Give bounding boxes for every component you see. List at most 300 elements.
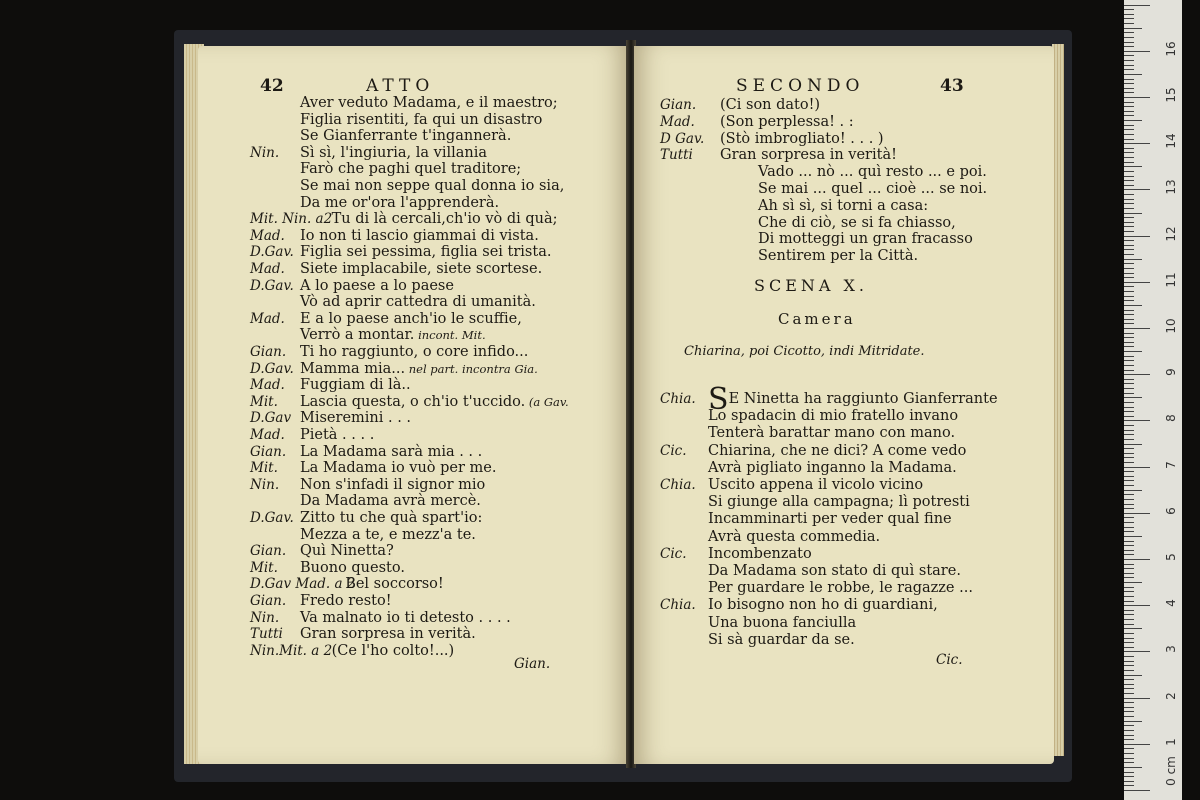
ruler-tick xyxy=(1124,730,1134,731)
ruler-tick xyxy=(1124,494,1134,495)
ruler-tick xyxy=(1124,328,1150,329)
speaker-label: D.Gav. xyxy=(250,277,294,294)
verse-line: Ti ho raggiunto, o core infido... xyxy=(300,344,529,360)
ruler-tick xyxy=(1124,725,1134,726)
verse-line: Zitto tu che quà spart'io: xyxy=(300,510,483,526)
verse-line xyxy=(708,528,880,546)
ruler-tick xyxy=(1124,203,1134,204)
ruler-tick xyxy=(1124,744,1150,745)
verse-text: Da Madama son stato di quì stare. xyxy=(708,563,961,579)
ruler-tick xyxy=(1124,508,1134,509)
ruler-tick xyxy=(1124,129,1134,130)
ruler-tick xyxy=(1124,55,1134,56)
ruler-tick xyxy=(1124,286,1134,287)
ruler-tick xyxy=(1124,300,1134,301)
ruler-tick xyxy=(1124,370,1134,371)
ruler-tick xyxy=(1124,134,1134,135)
ruler-tick xyxy=(1124,222,1134,223)
ruler-tick xyxy=(1124,642,1134,643)
verse-line: Sentirem per la Città. xyxy=(758,248,919,265)
ruler-tick xyxy=(1124,37,1134,38)
ruler-tick xyxy=(1124,393,1134,394)
speaker-label: Mit. Nin. a2 xyxy=(250,211,333,228)
ruler-label: 14 xyxy=(1164,133,1178,149)
ruler-tick xyxy=(1124,536,1142,537)
ruler-tick xyxy=(1124,374,1150,375)
ruler-tick xyxy=(1124,767,1142,768)
ruler-tick xyxy=(1124,457,1134,458)
ruler-tick xyxy=(1124,148,1134,149)
ruler-tick xyxy=(1124,263,1134,264)
verse-line: Quì Ninetta? xyxy=(300,543,394,560)
drop-cap: S xyxy=(708,382,729,417)
ruler-tick xyxy=(1124,83,1134,84)
ruler-tick xyxy=(1124,333,1134,334)
ruler-tick xyxy=(1124,337,1134,338)
verse-line: Buono questo. xyxy=(300,559,405,576)
ruler-tick xyxy=(1124,522,1134,523)
verse-line xyxy=(708,459,957,477)
ruler-label: 2 xyxy=(1164,691,1178,700)
ruler-tick xyxy=(1124,208,1134,209)
verse-line: Ah sì sì, si torni a casa: xyxy=(758,197,929,214)
speaker-label: Nin.Mit. a 2 xyxy=(250,642,333,659)
ruler-tick xyxy=(1124,296,1134,297)
ruler-tick xyxy=(1124,480,1134,481)
ruler-tick xyxy=(1124,277,1134,278)
ruler-tick xyxy=(1124,282,1150,283)
right-page xyxy=(634,46,1054,764)
ruler-tick xyxy=(1124,675,1142,676)
ruler-tick xyxy=(1124,610,1134,611)
verse-text: E Ninetta ha raggiunto Gianferrante xyxy=(728,391,998,407)
ruler-tick xyxy=(1124,453,1134,454)
speaker-label: Mit. xyxy=(250,460,278,477)
ruler-tick xyxy=(1124,125,1134,126)
verse-line: Pietà . . . . xyxy=(300,427,375,443)
verse-line xyxy=(708,407,958,425)
ruler-label: 6 xyxy=(1164,506,1178,515)
speaker-label: Nin. xyxy=(250,609,280,626)
stage-direction: incont. Mit. xyxy=(414,328,486,343)
ruler-tick xyxy=(1124,199,1134,200)
ruler-tick xyxy=(1124,379,1134,380)
ruler-tick xyxy=(1124,420,1150,421)
verse-line: Che di ciò, se si fa chiasso, xyxy=(758,214,956,231)
verse-line xyxy=(708,596,938,614)
ruler-tick xyxy=(1124,106,1134,107)
verse-line: Figlia sei pessima, figlia sei trista. xyxy=(300,244,552,261)
ruler-tick xyxy=(1124,259,1142,260)
verse-line: Mamma mia... nel part. incontra Gia. xyxy=(300,360,538,377)
verse-line xyxy=(708,631,855,649)
ruler-tick xyxy=(1124,139,1134,140)
ruler-tick xyxy=(1124,92,1134,93)
ruler-tick xyxy=(1124,383,1134,384)
verse-text: Tenterà barattar mano con mano. xyxy=(708,425,956,442)
verse-text: Incamminarti per veder qual fine xyxy=(708,511,952,528)
ruler-label: 12 xyxy=(1164,225,1178,242)
ruler-tick xyxy=(1124,319,1134,320)
verse-line: Fuggiam di là.. xyxy=(300,377,411,394)
ruler-tick xyxy=(1124,790,1150,791)
ruler-tick xyxy=(1124,14,1134,15)
ruler-tick xyxy=(1124,171,1134,172)
verse-line: Verrò a montar. incont. Mit. xyxy=(300,327,486,344)
ruler-tick xyxy=(1124,591,1134,592)
ruler-tick xyxy=(1124,249,1134,250)
ruler-tick xyxy=(1124,735,1134,736)
verse-text: Incombenzato xyxy=(708,545,812,562)
ruler-tick xyxy=(1124,79,1134,80)
verse-line: Aver veduto Madama, e il maestro; xyxy=(300,95,558,111)
verse-text: Per guardare le robbe, le ragazze ... xyxy=(708,580,973,597)
ruler-tick xyxy=(1124,425,1134,426)
ruler-tick xyxy=(1124,605,1150,606)
ruler-tick xyxy=(1124,365,1134,366)
ruler-tick xyxy=(1124,628,1142,629)
verse-line: La Madama sarà mia . . . xyxy=(300,443,483,460)
ruler-tick xyxy=(1124,5,1150,6)
ruler-tick xyxy=(1124,273,1134,274)
speaker-label: Gian. xyxy=(250,443,287,460)
ruler-label: 5 xyxy=(1164,553,1178,561)
ruler-tick xyxy=(1124,411,1134,412)
verse-text: Io bisogno non ho di guardiani, xyxy=(708,597,938,614)
ruler-tick xyxy=(1124,51,1150,52)
ruler-label: 0 cm xyxy=(1164,756,1178,786)
verse-line: Da Madama avrà mercè. xyxy=(300,493,481,510)
ruler-tick xyxy=(1124,351,1142,352)
ruler-tick xyxy=(1124,476,1134,477)
ruler-tick xyxy=(1124,661,1134,662)
page-number-left: 42 xyxy=(260,76,284,96)
ruler-tick xyxy=(1124,217,1134,218)
ruler-tick xyxy=(1124,499,1134,500)
ruler-label: 15 xyxy=(1164,87,1178,103)
verse-line: (Son perplessa! . : xyxy=(720,113,854,130)
ruler-tick xyxy=(1124,416,1134,417)
speaker-label: Chia. xyxy=(660,391,696,407)
verse-line: Tu di là cercali,ch'io vò di quà; xyxy=(331,211,558,228)
ruler-tick xyxy=(1124,226,1134,227)
ruler-tick xyxy=(1124,517,1134,518)
speaker-label: Tutti xyxy=(250,626,283,643)
scene-title: SCENA X. xyxy=(754,276,868,295)
speaker-label: D.Gav Mad. a 2 xyxy=(250,576,356,593)
speaker-label: Gian. xyxy=(660,97,697,113)
verse-text: Uscito appena il vicolo vicino xyxy=(708,477,924,493)
speaker-label: D.Gav. xyxy=(250,360,294,377)
ruler-tick xyxy=(1124,582,1142,583)
ruler-tick xyxy=(1124,651,1150,652)
ruler-tick xyxy=(1124,434,1134,435)
ruler-tick xyxy=(1124,485,1134,486)
ruler-tick xyxy=(1124,407,1134,408)
ruler-tick xyxy=(1124,162,1134,163)
ruler-tick xyxy=(1124,490,1142,491)
speaker-label: Nin. xyxy=(250,476,280,493)
ruler-tick xyxy=(1124,342,1134,343)
ruler-tick xyxy=(1124,231,1134,232)
ruler-tick xyxy=(1124,115,1134,116)
ruler-tick xyxy=(1124,102,1134,103)
verse-text: Chiarina, che ne dici? A come vedo xyxy=(708,442,967,459)
ruler-tick xyxy=(1124,120,1142,121)
ruler-label: 4 xyxy=(1164,599,1178,608)
ruler-tick xyxy=(1124,42,1134,43)
verse-line xyxy=(708,424,955,442)
speaker-label: D Gav. xyxy=(660,130,705,147)
verse-line: A lo paese a lo paese xyxy=(300,277,454,294)
ruler-tick xyxy=(1124,545,1134,546)
ruler-tick xyxy=(1124,527,1134,528)
verse-line: Se Gianferrante t'ingannerà. xyxy=(300,128,512,145)
ruler-tick xyxy=(1124,624,1134,625)
verse-line: Figlia risentiti, fa qui un disastro xyxy=(300,111,543,128)
ruler-tick xyxy=(1124,762,1134,763)
ruler-tick xyxy=(1124,356,1134,357)
verse-line: Gran sorpresa in verità! xyxy=(720,147,897,164)
ruler-tick xyxy=(1124,189,1150,190)
ruler-tick xyxy=(1124,74,1142,75)
ruler-label: 9 xyxy=(1164,368,1178,377)
speaker-label: D.Gav xyxy=(250,410,292,427)
ruler-tick xyxy=(1124,559,1150,560)
ruler-tick xyxy=(1124,69,1134,70)
ruler-tick xyxy=(1124,157,1134,158)
ruler-tick xyxy=(1124,601,1134,602)
ruler-tick xyxy=(1124,240,1134,241)
ruler-label: 13 xyxy=(1164,179,1178,196)
speaker-label: Mad. xyxy=(250,377,285,394)
speaker-label: Chia. xyxy=(660,597,696,614)
ruler-tick xyxy=(1124,596,1134,597)
ruler-tick xyxy=(1124,647,1134,648)
verse-line: Lascia questa, o ch'io t'uccido. (a Gav. xyxy=(300,393,569,410)
ruler-tick xyxy=(1124,60,1134,61)
ruler-tick xyxy=(1124,268,1134,269)
ruler-label: 3 xyxy=(1164,645,1178,654)
ruler-label: 10 xyxy=(1164,318,1178,334)
verse-line: Va malnato io ti detesto . . . . xyxy=(300,609,511,626)
ruler-tick xyxy=(1124,504,1134,505)
verse-line: Bel soccorso! xyxy=(345,576,444,593)
ruler-tick xyxy=(1124,314,1134,315)
speaker-label: D.Gav. xyxy=(250,510,294,526)
speaker-label: Gian. xyxy=(250,593,287,609)
ruler-tick xyxy=(1124,619,1134,620)
ruler-tick xyxy=(1124,716,1134,717)
ruler-tick xyxy=(1124,397,1142,398)
ruler-tick xyxy=(1124,707,1134,708)
speaker-label: Tutti xyxy=(660,147,693,164)
verse-line: (Stò imbrogliato! . . . ) xyxy=(720,130,884,147)
stage-direction: (a Gav. xyxy=(525,394,569,409)
verse-text: Si sà guardar da se. xyxy=(708,631,855,648)
ruler-label: 1 xyxy=(1164,737,1178,746)
speaker-label: Cic. xyxy=(660,442,687,459)
ruler-tick xyxy=(1124,739,1134,740)
verse-line xyxy=(708,562,961,580)
ruler-tick xyxy=(1124,388,1134,389)
ruler-tick xyxy=(1124,693,1134,694)
ruler-tick xyxy=(1124,254,1134,255)
ruler-tick xyxy=(1124,305,1142,306)
running-header-left: ATTO xyxy=(366,76,435,96)
speaker-label: Cic. xyxy=(660,545,687,562)
ruler-tick xyxy=(1124,758,1134,759)
verse-line: Siete implacabile, siete scortese. xyxy=(300,261,543,277)
speaker-label: Mad. xyxy=(250,227,285,244)
speaker-label: Mit. xyxy=(250,393,278,410)
page-number-right: 43 xyxy=(940,76,964,96)
speaker-label: Mad. xyxy=(250,310,285,327)
ruler-tick xyxy=(1124,180,1134,181)
left-page xyxy=(198,46,628,764)
verse-line: Vò ad aprir cattedra di umanità. xyxy=(300,294,536,311)
ruler-tick xyxy=(1124,665,1134,666)
ruler-tick xyxy=(1124,111,1134,112)
ruler-tick xyxy=(1124,444,1142,445)
ruler-label: 11 xyxy=(1164,272,1178,288)
catchword-right: Cic. xyxy=(936,652,963,668)
speaker-label: Gian. xyxy=(250,344,287,360)
scene-setting: Camera xyxy=(778,310,856,328)
ruler-label: 7 xyxy=(1164,460,1178,469)
stage-direction: nel part. incontra Gia. xyxy=(405,361,538,376)
ruler-tick xyxy=(1124,310,1134,311)
speaker-label: Nin. xyxy=(250,144,280,161)
measuring-ruler xyxy=(1124,0,1182,800)
ruler-tick xyxy=(1124,194,1134,195)
ruler-tick xyxy=(1124,753,1134,754)
ruler-tick xyxy=(1124,471,1134,472)
ruler-tick xyxy=(1124,402,1134,403)
verse-line xyxy=(708,579,973,597)
verse-line: Di motteggi un gran fracasso xyxy=(758,231,973,248)
speaker-label: Chia. xyxy=(660,477,696,493)
ruler-tick xyxy=(1124,28,1142,29)
verse-line xyxy=(708,442,966,460)
verse-line: La Madama io vuò per me. xyxy=(300,460,497,477)
ruler-tick xyxy=(1124,541,1134,542)
ruler-tick xyxy=(1124,554,1134,555)
speaker-label: Gian. xyxy=(250,543,287,560)
ruler-tick xyxy=(1124,291,1134,292)
ruler-tick xyxy=(1124,360,1134,361)
verse-line: Mezza a te, e mezz'a te. xyxy=(300,526,476,543)
ruler-tick xyxy=(1124,462,1134,463)
verse-line: E a lo paese anch'io le scuffie, xyxy=(300,310,522,327)
verse-line: Miseremini . . . xyxy=(300,410,412,427)
ruler-tick xyxy=(1124,698,1150,699)
ruler-tick xyxy=(1124,513,1150,514)
ruler-tick xyxy=(1124,213,1142,214)
verse-line: Io non ti lascio giammai di vista. xyxy=(300,227,539,244)
ruler-tick xyxy=(1124,656,1134,657)
verse-line: Se mai non seppe qual donna io sia, xyxy=(300,178,565,194)
verse-line xyxy=(708,493,970,511)
running-header-right: SECONDO xyxy=(736,76,865,96)
ruler-tick xyxy=(1124,721,1142,722)
speaker-label: Mad. xyxy=(660,113,695,130)
ruler-tick xyxy=(1124,638,1134,639)
speaker-label: D.Gav. xyxy=(250,244,294,261)
verse-text: Lo spadacin di mio fratello invano xyxy=(708,408,959,425)
verse-text: Una buona fanciulla xyxy=(708,614,857,631)
catchword-left: Gian. xyxy=(514,656,551,672)
ruler-tick xyxy=(1124,88,1134,89)
verse-line: Se mai ... quel ... cioè ... se noi. xyxy=(758,181,988,197)
verse-text: Avrà pigliato inganno la Madama. xyxy=(708,459,957,476)
speaker-label: Mad. xyxy=(250,261,285,277)
ruler-tick xyxy=(1124,430,1134,431)
verse-line: Non s'infadi il signor mio xyxy=(300,476,486,493)
ruler-tick xyxy=(1124,176,1134,177)
ruler-tick xyxy=(1124,346,1134,347)
ruler-tick xyxy=(1124,781,1134,782)
verse-line: Sì sì, l'ingiuria, la villania xyxy=(300,144,488,161)
verse-line xyxy=(708,510,952,528)
ruler-tick xyxy=(1124,688,1134,689)
ruler-tick xyxy=(1124,448,1134,449)
ruler-tick xyxy=(1124,702,1134,703)
ruler-tick xyxy=(1124,531,1134,532)
ruler-tick xyxy=(1124,9,1134,10)
ruler-label: 8 xyxy=(1164,414,1178,423)
ruler-tick xyxy=(1124,772,1134,773)
ruler-tick xyxy=(1124,573,1134,574)
verse-line: Fredo resto! xyxy=(300,593,392,609)
ruler-tick xyxy=(1124,684,1134,685)
ruler-tick xyxy=(1124,568,1134,569)
ruler-tick xyxy=(1124,65,1134,66)
speaker-label: Mad. xyxy=(250,427,285,443)
ruler-tick xyxy=(1124,776,1134,777)
verse-line xyxy=(708,614,856,632)
ruler-tick xyxy=(1124,614,1134,615)
verse-line: (Ce l'ho colto!...) xyxy=(331,642,455,659)
verse-line xyxy=(708,476,923,494)
ruler-tick xyxy=(1124,143,1150,144)
ruler-tick xyxy=(1124,748,1134,749)
ruler-tick xyxy=(1124,23,1134,24)
scene-characters: Chiarina, poi Cicotto, indi Mitridate. xyxy=(684,344,925,359)
ruler-tick xyxy=(1124,670,1134,671)
ruler-tick xyxy=(1124,564,1134,565)
verse-text: Avrà questa commedia. xyxy=(708,528,881,545)
ruler-tick xyxy=(1124,185,1134,186)
verse-line: Vado ... nò ... quì resto ... e poi. xyxy=(758,164,987,181)
verse-line xyxy=(708,545,812,563)
ruler-tick xyxy=(1124,711,1134,712)
ruler-tick xyxy=(1124,679,1134,680)
ruler-tick xyxy=(1124,46,1134,47)
ruler-tick xyxy=(1124,32,1134,33)
ruler-tick xyxy=(1124,467,1150,468)
speaker-label: Mit. xyxy=(250,559,278,576)
ruler-tick xyxy=(1124,785,1134,786)
ruler-tick xyxy=(1124,439,1134,440)
verse-line: Farò che paghi quel traditore; xyxy=(300,161,522,178)
ruler-label: 16 xyxy=(1164,41,1178,57)
verse-line: (Ci son dato!) xyxy=(720,97,821,113)
verse-line: Gran sorpresa in verità. xyxy=(300,626,476,643)
ruler-tick xyxy=(1124,633,1134,634)
ruler-tick xyxy=(1124,166,1142,167)
verse-text: Si giunge alla campagna; lì potresti xyxy=(708,494,970,511)
